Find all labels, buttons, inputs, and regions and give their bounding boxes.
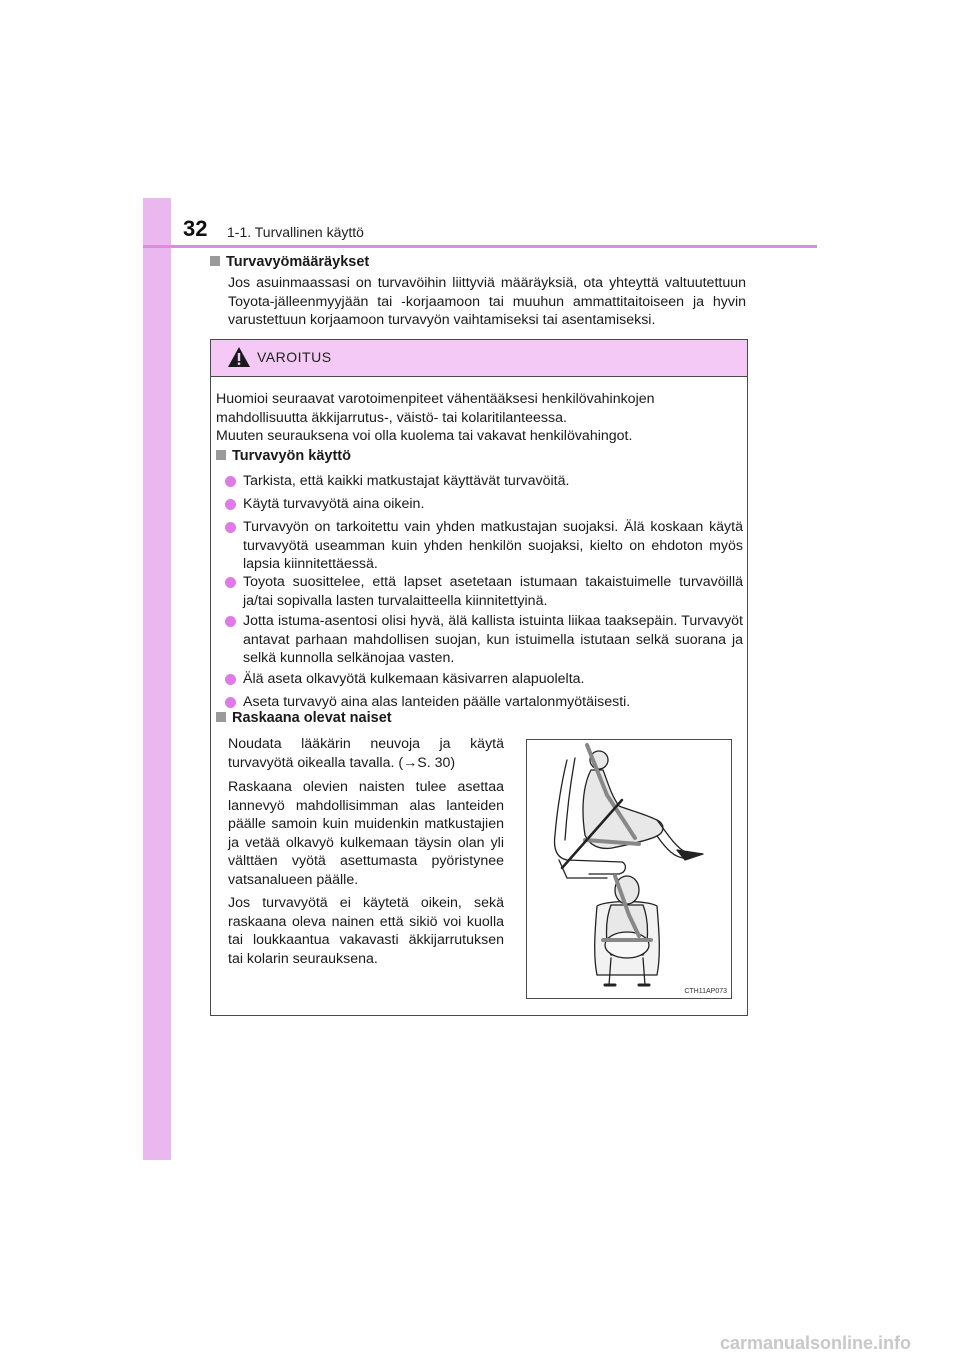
page-number: 32: [183, 216, 208, 241]
bullet-dot-icon: [225, 476, 236, 487]
pregnant-heading: [216, 710, 392, 726]
pregnant-paragraph-2: Raskaana olevien naisten tulee asettaa lannevyö mahdollisimman alas lanteiden päälle samoin kuin muidenkin matkustajien ja vetää olkavyö kulkemaan täysin olan yli välttäen vyötä asettumasta pyöristynee vatsanalueen päälle.: [228, 779, 504, 888]
list-item: Älä aseta olkavyötä kulkemaan käsivarren alapuolelta.: [225, 670, 743, 689]
pregnant-paragraph-3: Jos turvavyötä ei käytetä oikein, sekä raskaana oleva nainen että sikiö voi kuolla tai loukkaantua vakavasti äkkijarrutuksen tai kolarin seurauksena.: [228, 895, 504, 967]
watermark: carmanualsonline.info: [720, 1333, 912, 1353]
warning-header: [211, 340, 747, 377]
section-title: 1-1. Turvallinen käyttö: [227, 224, 364, 240]
list-item: Aseta turvavyö aina alas lanteiden päälle vartalonmyötäisesti.: [225, 693, 743, 712]
bullet-dot-icon: [225, 674, 236, 685]
warning-intro-2: Muuten seurauksena voi olla kuolema tai vakavat henkilövahingot.: [216, 428, 633, 444]
warning-intro-1: Huomioi seuraavat varotoimenpiteet vähentääksesi henkilövahinkojen mahdollisuutta äkkijarrutus-, väistö- tai kolaritilanteessa.: [216, 391, 655, 426]
warning-title: VAROITUS: [257, 349, 332, 365]
list-item: Toyota suosittelee, että lapset asetetaan istumaan takaistuimelle turvavöillä ja/tai sopivalla lasten turvalaitteella kiinnitettyinä.: [225, 573, 743, 610]
pregnant-seatbelt-illustration: [526, 739, 732, 999]
regulations-text: Jos asuinmaassasi on turvavöihin liittyviä määräyksiä, ota yhteyttä valtuutettuun Toyota-jälleenmyyjään tai -korjaamoon tai muuhun ammattitaitoiseen ja hyvin varustettuun korjaamoon turvavyön vaihtamiseksi tai asentamiseksi.: [228, 275, 746, 328]
bullet-dot-icon: [225, 499, 236, 510]
figure-code: CTH11AP073: [684, 988, 727, 995]
list-item: Jotta istuma-asentosi olisi hyvä, älä kallista istuinta liikaa taaksepäin. Turvavyöt antavat parhaan mahdollisen suojan, kun istuimella istutaan selkä suorana ja selkä kunnolla selkänojaa vasten.: [225, 612, 743, 668]
list-item: Turvavyön on tarkoitettu vain yhden matkustajan suojaksi. Älä koskaan käytä turvavyötä useamman kuin yhden henkilön suojaksi, kielto on ehdoton myös lapsia kiinnitettäessä.: [225, 518, 743, 574]
header-rule: [143, 245, 817, 248]
side-tab-bar: [143, 198, 171, 1160]
bullet-dot-icon: [225, 616, 236, 627]
list-item: Käytä turvavyötä aina oikein.: [225, 495, 743, 514]
list-item: Tarkista, että kaikki matkustajat käyttävät turvavöitä.: [225, 472, 743, 491]
bullet-dot-icon: [225, 522, 236, 533]
bullet-dot-icon: [225, 697, 236, 708]
pregnant-heading-text: Raskaana olevat naiset: [232, 710, 392, 726]
square-bullet-icon: [216, 712, 226, 722]
square-bullet-icon: [216, 450, 226, 460]
bullet-dot-icon: [225, 577, 236, 588]
regulations-heading-text: Turvavyömääräykset: [226, 254, 370, 270]
usage-heading-text: Turvavyön käyttö: [232, 448, 351, 464]
warning-triangle-icon: [227, 346, 251, 368]
pregnant-paragraph-1: Noudata lääkärin neuvoja ja käytä turvavyötä oikealla tavalla. (→S. 30): [228, 736, 504, 771]
square-bullet-icon: [210, 256, 220, 266]
usage-heading: [216, 448, 351, 464]
warning-box: [210, 339, 748, 1016]
regulations-heading: [210, 254, 369, 270]
seatbelt-figure-icon: [527, 740, 731, 998]
